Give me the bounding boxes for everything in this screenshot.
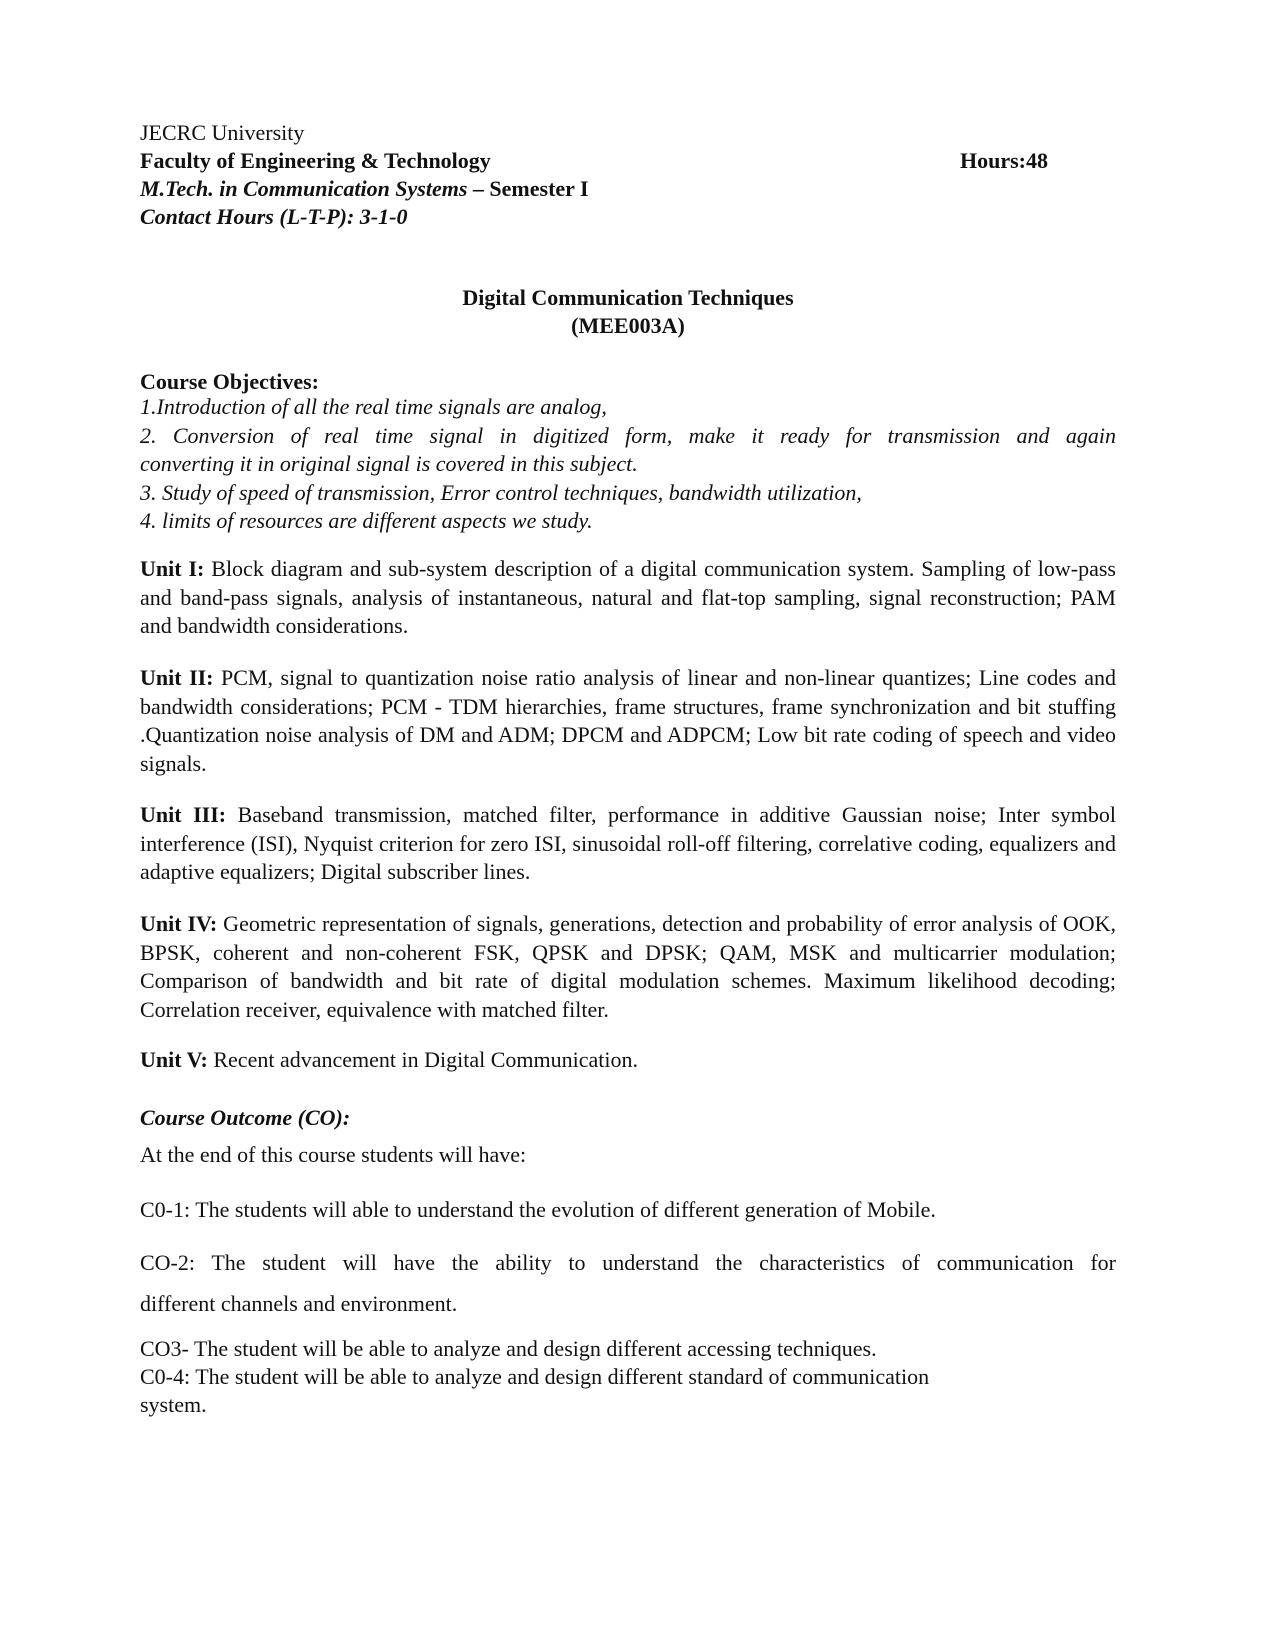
unit-label: Unit IV: (140, 911, 218, 936)
outcome-co2-line2: different channels and environment. (140, 1291, 458, 1316)
unit-5 (140, 1046, 1116, 1075)
faculty-name: Faculty of Engineering & Technology (140, 148, 491, 173)
unit-3 (140, 801, 1116, 887)
objectives-list (140, 393, 1116, 536)
outcome-co1: C0-1: The students will able to understand the evolution of different generation of Mobile. (140, 1197, 936, 1222)
unit-4 (140, 910, 1116, 1024)
unit-text: Geometric representation of signals, generations, detection and probability of error analysis of OOK, BPSK, coherent and non-coherent FSK, QPSK and DPSK; QAM, MSK and multicarrier modulation; Comparison of bandwidth and bit rate of digital modulation schemes. Maximum likelihood decoding; Correlation receiver, equivalence with matched filter. (140, 911, 1116, 1022)
outcomes-intro: At the end of this course students will have: (140, 1142, 527, 1167)
program-line (140, 178, 589, 200)
objective-4: 4. limits of resources are different aspects we study. (140, 508, 593, 533)
university-name: JECRC University (140, 120, 305, 145)
unit-text: PCM, signal to quantization noise ratio analysis of linear and non-linear quantizes; Line codes and bandwidth considerations; PCM - TDM hierarchies, frame structures, frame synchronization and bit stuffing .Quantization noise analysis of DM and ADM; DPCM and ADPCM; Low bit rate coding of speech and video signals. (140, 665, 1116, 776)
objective-2-line1: 2. Conversion of real time signal in digitized form, make it ready for transmission and again (140, 422, 1116, 448)
unit-1 (140, 555, 1116, 641)
course-code: (MEE003A) (571, 313, 685, 338)
unit-2 (140, 664, 1116, 778)
objectives-heading: Course Objectives: (140, 369, 320, 394)
unit-text: Recent advancement in Digital Communication. (207, 1047, 638, 1072)
outcome-co3: CO3- The student will be able to analyze and design different accessing techniques. (140, 1336, 877, 1361)
unit-label: Unit V: (140, 1047, 208, 1072)
outcomes-heading: Course Outcome (CO): (140, 1105, 351, 1130)
unit-label: Unit III: (140, 802, 227, 827)
program-name: M.Tech. in Communication Systems (140, 176, 468, 201)
semester: – Semester I (467, 176, 589, 201)
unit-text: Baseband transmission, matched filter, performance in additive Gaussian noise; Inter symbol interference (ISI), Nyquist criterion for zero ISI, sinusoidal roll-off filtering, correlative coding, equalizers and adaptive equalizers; Digital subscriber lines. (140, 802, 1116, 884)
outcome-co4-line1: C0-4: The student will be able to analyze and design different standard of communication (140, 1364, 930, 1389)
objective-3: 3. Study of speed of transmission, Error control techniques, bandwidth utilization, (140, 479, 862, 505)
objective-2-line2: converting it in original signal is covered in this subject. (140, 451, 638, 476)
course-hours: Hours:48 (960, 148, 1048, 173)
course-title: Digital Communication Techniques (462, 285, 794, 310)
outcome-co4-line2: system. (140, 1392, 207, 1417)
unit-label: Unit II: (140, 665, 214, 690)
unit-text: Block diagram and sub-system description of a digital communication system. Sampling of low-pass and band-pass signals, analysis of instantaneous, natural and flat-top sampling, signal reconstruction; PAM and bandwidth considerations. (140, 556, 1116, 638)
contact-hours: Contact Hours (L-T-P): 3-1-0 (140, 204, 408, 229)
objective-1: 1.Introduction of all the real time signals are analog, (140, 394, 607, 419)
outcome-co2-line1: CO-2: The student will have the ability to understand the characteristics of communication for (140, 1250, 1116, 1275)
unit-label: Unit I: (140, 556, 205, 581)
